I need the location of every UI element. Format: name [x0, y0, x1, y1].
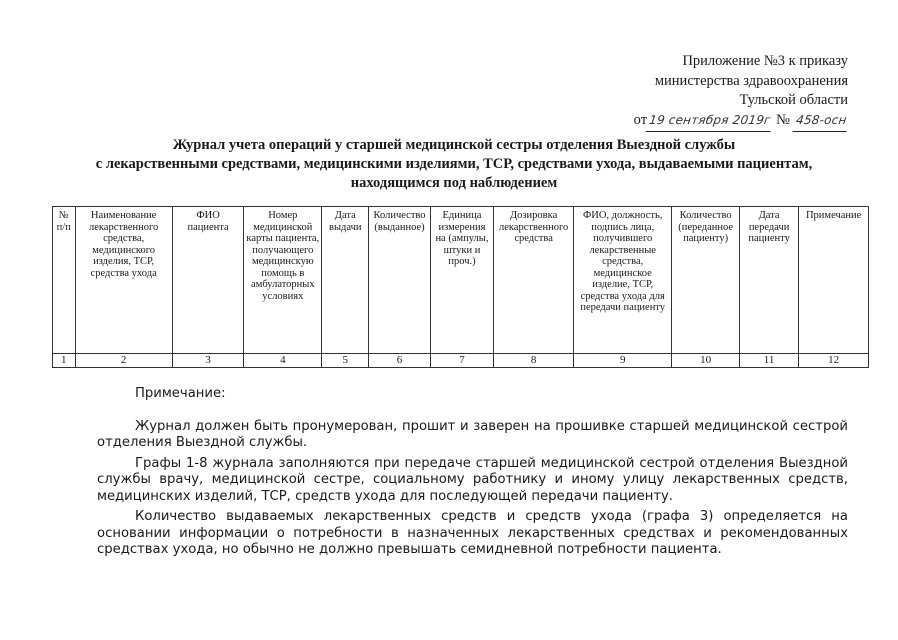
column-header: Дата передачи пациенту: [739, 207, 798, 354]
column-number-cell: 11: [739, 354, 798, 368]
table-header-row: [53, 207, 869, 354]
column-number-cell: 4: [244, 354, 322, 368]
column-number-cell: 8: [494, 354, 574, 368]
appendix-date-number-line: [634, 111, 848, 132]
column-number-cell: 7: [430, 354, 493, 368]
column-header: Количество (переданное пациенту): [672, 207, 740, 354]
column-header: Номер медицинской карты пациента, получающего медицинскую помощь в амбулаторных условиях: [244, 207, 322, 354]
date-prefix: от: [633, 111, 648, 128]
title-line-2: с лекарственными средствами, медицинскими изделиями, ТСР, средствами ухода, выдаваемыми пациентам,: [95, 156, 813, 172]
column-number-cell: 5: [322, 354, 369, 368]
column-header: № п/п: [53, 207, 76, 354]
column-header: Дозировка лекарственного средства: [494, 207, 574, 354]
column-header: Дата выдачи: [322, 207, 369, 354]
title-line-3: находящимся под наблюдением: [350, 175, 558, 191]
column-number-cell: 9: [574, 354, 672, 368]
journal-table: [52, 206, 869, 368]
journal-title: [60, 136, 848, 193]
number-prefix: №: [776, 111, 790, 128]
appendix-line-2: министерства здравоохранения: [654, 72, 848, 89]
column-number-cell: 2: [75, 354, 172, 368]
column-number-cell: 1: [53, 354, 76, 368]
column-number-cell: 6: [369, 354, 430, 368]
handwritten-order-number: 458-осн: [792, 111, 849, 132]
appendix-line-3: Тульской области: [739, 92, 848, 108]
note-paragraph-2: Графы 1-8 журнала заполняются при передаче старшей медицинской сестрой отделения Выездной службы врачу, медицинской сестре, социальному работнику и иному улицу лекарственных средств, медицинских изделий, ТСР, средств ухода для последующей передачи пациенту.: [97, 455, 848, 504]
column-header: Примечание: [799, 207, 869, 354]
column-number-cell: 12: [799, 354, 869, 368]
notes-heading: Примечание:: [135, 386, 226, 401]
note-paragraph-1: Журнал должен быть пронумерован, прошит и заверен на прошивке старшей медицинской сестрой отделения Выездной службы.: [97, 418, 848, 450]
notes-section: [97, 386, 848, 563]
column-number-cell: 10: [672, 354, 740, 368]
column-number-cell: 3: [172, 354, 244, 368]
column-header: Единица измерения на (ампулы, штуки и проч.): [430, 207, 493, 354]
column-header: Количество (выданное): [369, 207, 430, 354]
handwritten-date: 19 сентября 2019г: [646, 111, 774, 132]
title-line-1: Журнал учета операций у старшей медицинской сестры отделения Выездной службы: [172, 137, 736, 153]
column-number-row: [53, 354, 869, 368]
column-header: ФИО, должность, подпись лица, получившего лекарственные средства, медицинское изделие, ТСР, средства ухода для передачи пациенту: [574, 207, 672, 354]
column-header: ФИО пациента: [172, 207, 244, 354]
appendix-block: [634, 52, 848, 131]
note-paragraph-3: Количество выдаваемых лекарственных средств и средств ухода (графа 3) определяется на основании информации о потребности в назначенных лекарственных средствах и рекомендованных средствах ухода, но обычно не должно превышать семидневной потребности пациента.: [97, 509, 848, 557]
appendix-line-1: Приложение №3 к приказу: [682, 53, 848, 69]
column-header: Наименование лекарственного средства, медицинского изделия, ТСР, средства ухода: [75, 207, 172, 354]
